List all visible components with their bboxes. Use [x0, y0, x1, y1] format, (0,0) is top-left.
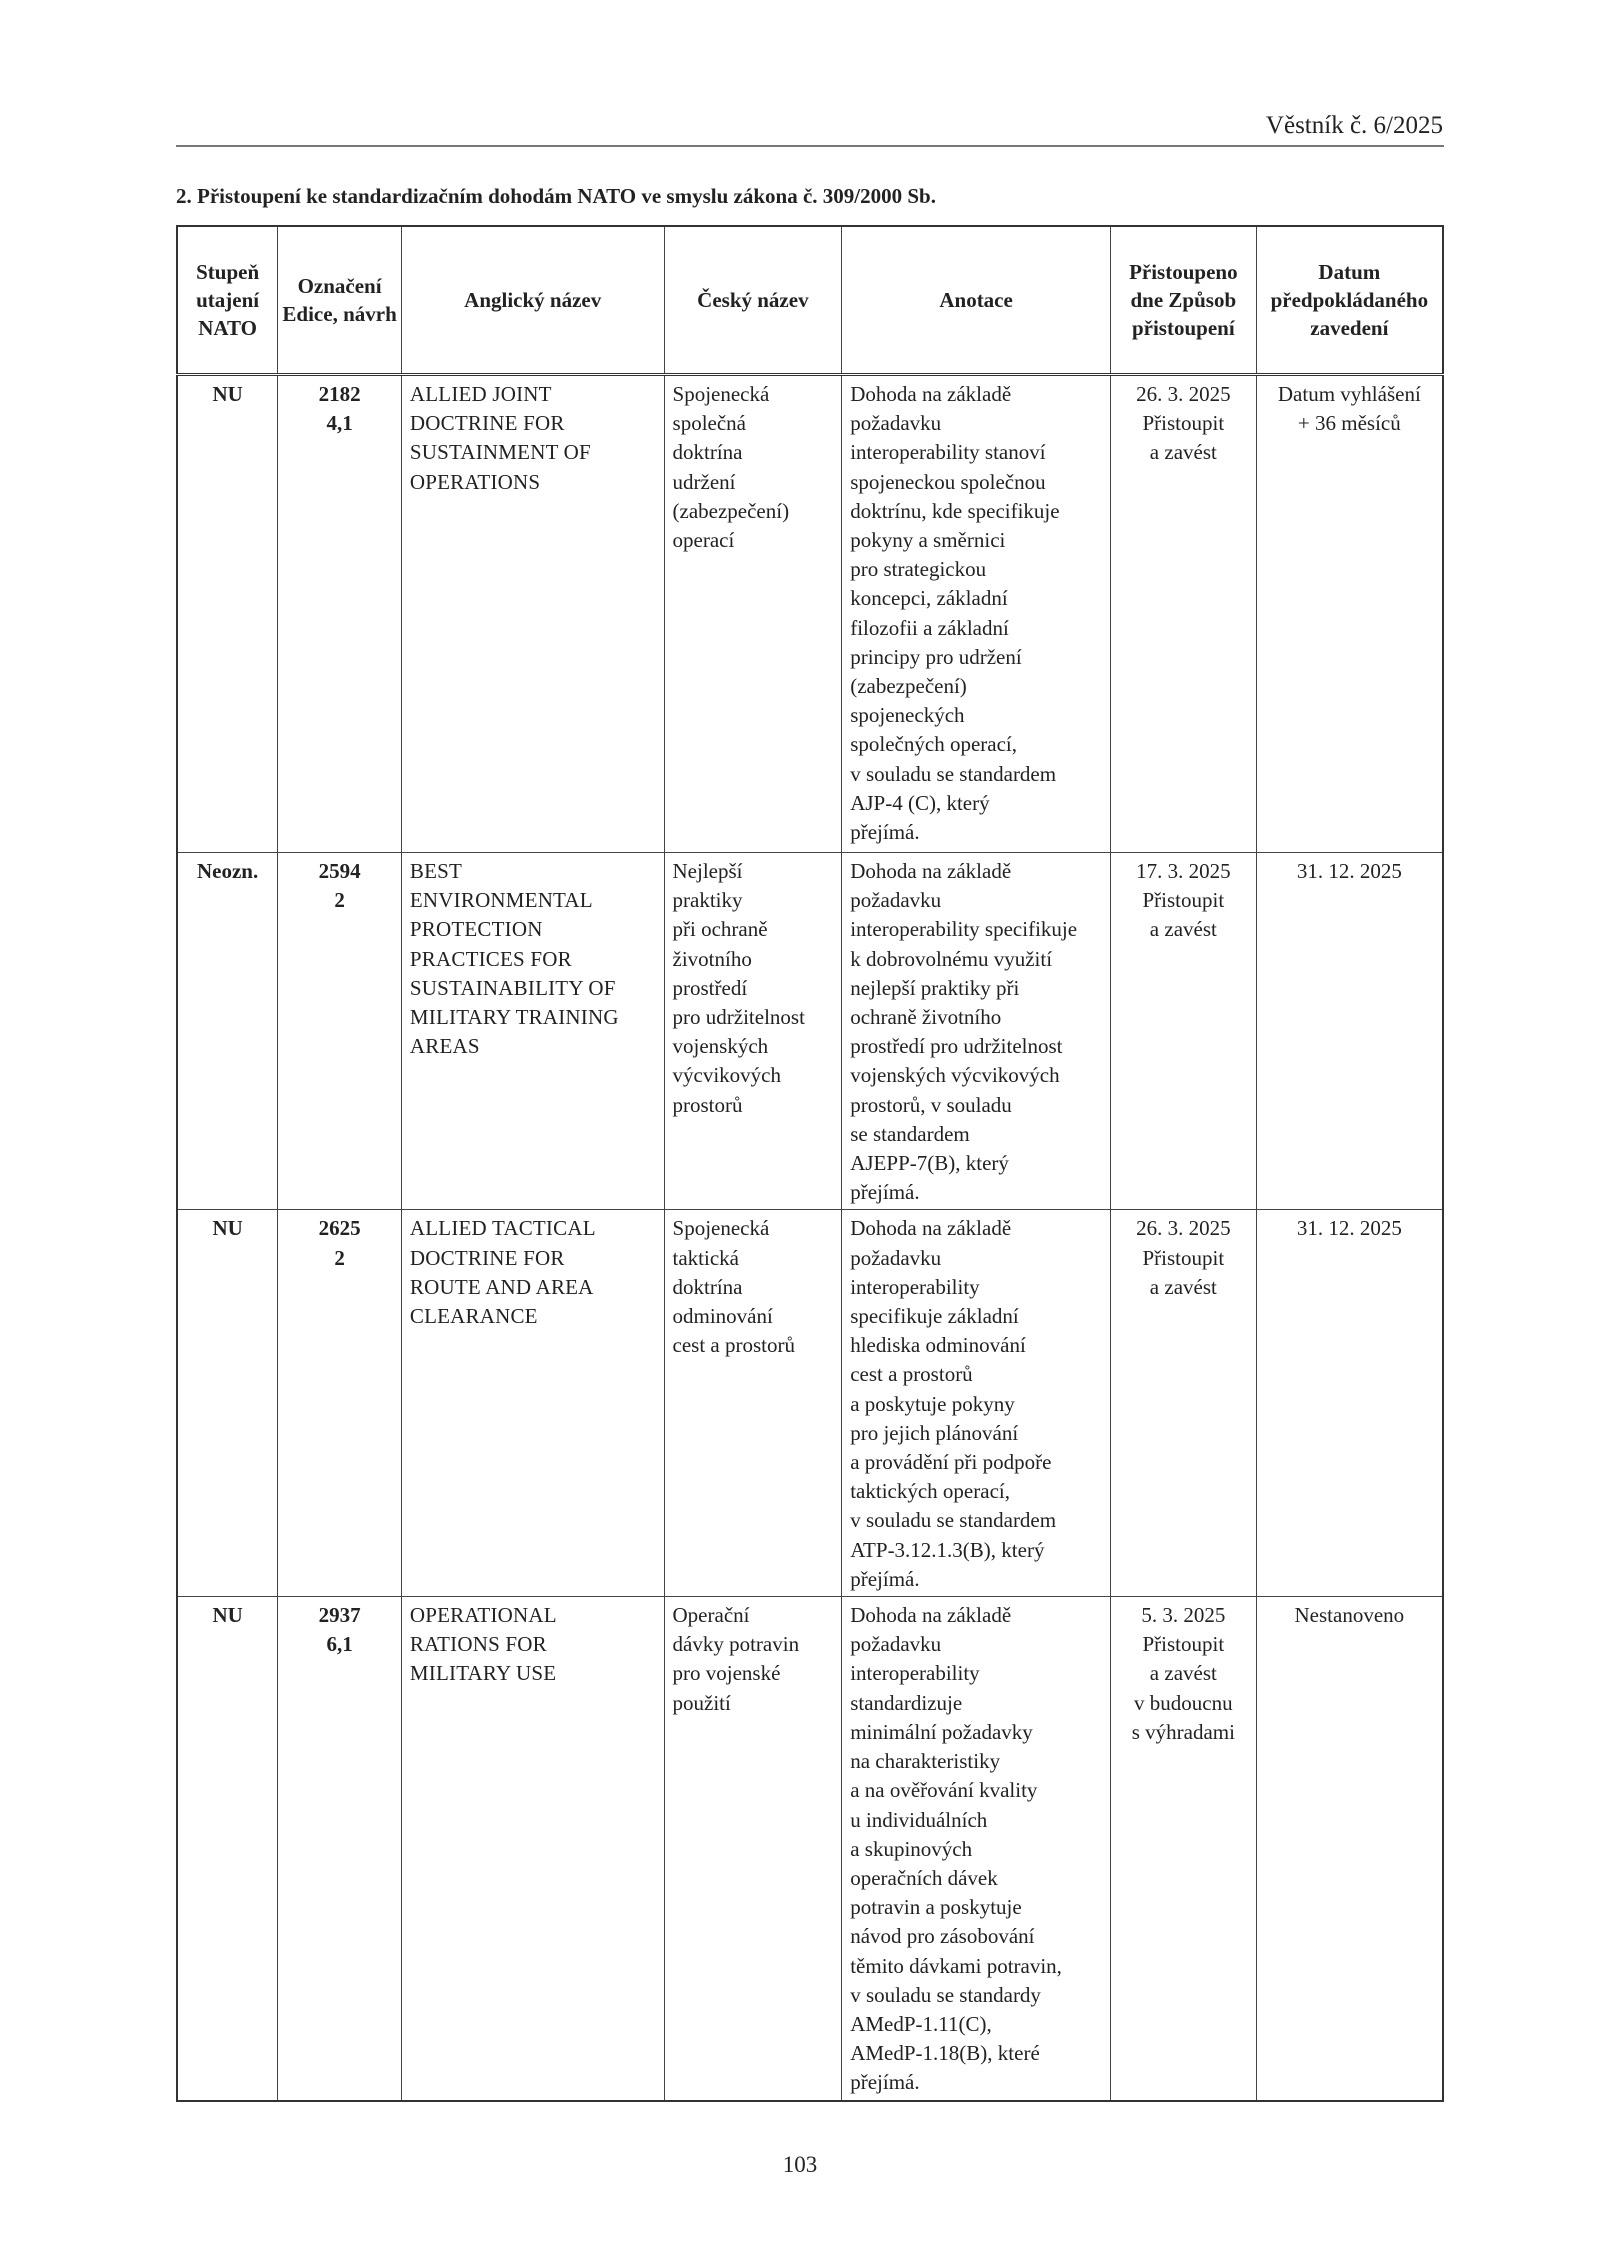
annotation-cell-line: v souladu se standardem — [850, 761, 1057, 786]
annotation-cell-line: interoperability stanoví — [850, 440, 1046, 465]
accession-cell-line: a zavést — [1149, 1661, 1217, 1686]
designation-cell — [278, 1210, 402, 1597]
annotation-cell-line: požadavku — [850, 1632, 942, 1657]
annotation-cell — [842, 375, 1111, 853]
annotation-cell-line: u individuálních — [850, 1807, 988, 1832]
designation-cell — [278, 853, 402, 1210]
annotation-cell-line: přejímá. — [850, 2070, 920, 2095]
annotation-cell-line: na charakteristiky — [850, 1749, 1001, 1774]
accession-cell-line: Přistoupit — [1142, 411, 1225, 436]
table-row — [177, 375, 1443, 853]
annotation-cell-line: Dohoda na základě — [850, 1216, 1012, 1241]
annotation-cell-line: k dobrovolnému využití — [850, 946, 1053, 971]
annotation-cell-line: operačních dávek — [850, 1865, 998, 1890]
annotation-cell — [842, 1597, 1111, 2101]
designation-cell-line: 2 — [334, 888, 345, 913]
annotation-cell-line: (zabezpečení) — [850, 674, 967, 699]
accession-cell-line: s výhradami — [1131, 1719, 1235, 1744]
designation-cell — [278, 1597, 402, 2101]
english-title-cell — [401, 375, 664, 853]
stanag-table — [176, 225, 1444, 2102]
czech-title-cell-line: prostorů — [672, 1092, 743, 1117]
czech-title-cell-line: cest a prostorů — [672, 1333, 795, 1358]
annotation-cell-line: AMedP-1.11(C), — [850, 2011, 992, 2036]
classification-cell — [177, 853, 278, 1210]
annotation-cell-line: se standardem — [850, 1121, 970, 1146]
annotation-cell-line: a na ověřování kvality — [850, 1778, 1038, 1803]
english-title-cell-line: PROTECTION — [409, 917, 543, 942]
annotation-cell-line: a skupinových — [850, 1836, 973, 1861]
annotation-cell-line: v souladu se standardy — [850, 1982, 1041, 2007]
annotation-cell-line: pro strategickou — [850, 557, 987, 582]
english-title-cell-line: DOCTRINE FOR — [409, 411, 565, 436]
table-row — [177, 1597, 1443, 2101]
accession-cell-line: 26. 3. 2025 — [1136, 1216, 1231, 1241]
english-title-cell-line: SUSTAINABILITY OF — [409, 975, 616, 1000]
accession-cell — [1110, 1210, 1256, 1597]
accession-cell-line: 5. 3. 2025 — [1141, 1603, 1226, 1628]
annotation-cell-line: minimální požadavky — [850, 1719, 1033, 1744]
publication-header: Věstník č. 6/2025 — [1265, 112, 1443, 139]
czech-title-cell-line: Nejlepší — [672, 859, 743, 883]
implementation-cell-line: 31. 12. 2025 — [1296, 1216, 1402, 1241]
col-annotation: Anotace — [842, 226, 1111, 375]
czech-title-cell-line: Operační — [672, 1603, 750, 1628]
annotation-cell-line: prostředí pro udržitelnost — [850, 1034, 1063, 1059]
annotation-cell-line: Dohoda na základě — [850, 859, 1012, 883]
annotation-cell-line: specifikuje základní — [850, 1304, 1019, 1329]
czech-title-cell-line: pro udržitelnost — [672, 1005, 805, 1030]
english-title-cell-line: ROUTE AND AREA — [409, 1274, 594, 1299]
annotation-cell-line: pokyny a směrnici — [850, 528, 1006, 553]
english-title-cell-line: OPERATIONAL — [409, 1603, 557, 1628]
english-title-cell-line: BEST — [409, 859, 463, 883]
annotation-cell-line: pro jejich plánování — [850, 1420, 1019, 1445]
table-header-row — [177, 226, 1443, 375]
annotation-cell-line: cest a prostorů — [850, 1362, 973, 1387]
czech-title-cell-line: použití — [672, 1690, 731, 1715]
annotation-cell-line: přejímá. — [850, 1566, 920, 1591]
annotation-cell-line: přejímá. — [850, 1180, 920, 1205]
czech-title-cell-line: dávky potravin — [672, 1632, 800, 1657]
annotation-cell-line: ochraně životního — [850, 1005, 1002, 1030]
accession-cell — [1110, 1597, 1256, 2101]
designation-cell-line: 6,1 — [326, 1632, 353, 1657]
annotation-cell-line: AJEPP-7(B), který — [850, 1151, 1009, 1176]
accession-cell-line: Přistoupit — [1142, 888, 1225, 913]
english-title-cell-line: MILITARY USE — [409, 1661, 557, 1686]
col-implementation: Datum předpokládaného zavedení — [1256, 226, 1443, 375]
classification-cell-line: NU — [212, 1603, 243, 1628]
table-row — [177, 1210, 1443, 1597]
annotation-cell-line: těmito dávkami potravin, — [850, 1953, 1062, 1978]
implementation-cell — [1256, 375, 1443, 853]
accession-cell — [1110, 375, 1256, 853]
header-divider — [176, 145, 1444, 147]
implementation-cell — [1256, 1210, 1443, 1597]
annotation-cell-line: taktických operací, — [850, 1479, 1010, 1504]
czech-title-cell-line: praktiky — [672, 888, 743, 913]
annotation-cell-line: návod pro zásobování — [850, 1924, 1035, 1949]
czech-title-cell — [664, 1210, 842, 1597]
czech-title-cell — [664, 853, 842, 1210]
czech-title-cell-line: (zabezpečení) — [672, 498, 790, 523]
czech-title-cell-line: doktrína — [672, 440, 743, 465]
czech-title-cell-line: společná — [672, 411, 746, 436]
classification-cell — [177, 1597, 278, 2101]
annotation-cell-line: filozofii a základní — [850, 615, 1009, 640]
english-title-cell-line: MILITARY TRAINING — [409, 1005, 619, 1030]
col-czech-title: Český název — [664, 226, 842, 375]
english-title-cell-line: ALLIED TACTICAL — [409, 1216, 596, 1241]
annotation-cell-line: a provádění při podpoře — [850, 1450, 1052, 1475]
annotation-cell-line: principy pro udržení — [850, 644, 1022, 669]
czech-title-cell-line: udržení — [672, 469, 736, 494]
annotation-cell-line: potravin a poskytuje — [850, 1895, 1022, 1920]
annotation-cell-line: požadavku — [850, 411, 942, 436]
czech-title-cell-line: vojenských — [672, 1034, 769, 1059]
designation-cell — [278, 375, 402, 853]
accession-cell-line: a zavést — [1149, 1274, 1217, 1299]
accession-cell-line: 17. 3. 2025 — [1136, 859, 1231, 883]
annotation-cell-line: interoperability — [850, 1661, 980, 1686]
czech-title-cell-line: výcvikových — [672, 1063, 781, 1088]
annotation-cell-line: nejlepší praktiky při — [850, 975, 1020, 1000]
implementation-cell — [1256, 853, 1443, 1210]
czech-title-cell-line: Spojenecká — [672, 1216, 770, 1241]
section-title: 2. Přistoupení ke standardizačním dohodám NATO ve smyslu zákona č. 309/2000 Sb. — [176, 184, 936, 208]
english-title-cell-line: OPERATIONS — [409, 469, 541, 494]
annotation-cell-line: spojeneckou společnou — [850, 469, 1046, 494]
implementation-cell — [1256, 1597, 1443, 2101]
classification-cell-line: NU — [212, 1216, 243, 1241]
designation-cell-line: 2937 — [318, 1603, 361, 1628]
czech-title-cell — [664, 375, 842, 853]
annotation-cell-line: ATP-3.12.1.3(B), který — [850, 1537, 1045, 1562]
english-title-cell — [401, 1597, 664, 2101]
annotation-cell-line: Dohoda na základě — [850, 382, 1012, 406]
accession-cell-line: v budoucnu — [1134, 1690, 1233, 1715]
czech-title-cell — [664, 1597, 842, 2101]
annotation-cell-line: hlediska odminování — [850, 1333, 1026, 1358]
designation-cell-line: 2594 — [318, 859, 361, 883]
english-title-cell — [401, 1210, 664, 1597]
annotation-cell-line: společných operací, — [850, 732, 1017, 757]
english-title-cell-line: CLEARANCE — [409, 1304, 538, 1329]
classification-cell — [177, 1210, 278, 1597]
designation-cell-line: 2 — [334, 1245, 345, 1270]
annotation-cell — [842, 853, 1111, 1210]
annotation-cell-line: Dohoda na základě — [850, 1603, 1012, 1628]
english-title-cell-line: AREAS — [409, 1034, 480, 1059]
designation-cell-line: 2182 — [318, 382, 361, 406]
annotation-cell-line: standardizuje — [850, 1690, 963, 1715]
czech-title-cell-line: operací — [672, 528, 735, 553]
annotation-cell-line: AMedP-1.18(B), které — [850, 2041, 1040, 2066]
classification-cell-line: NU — [212, 382, 243, 406]
annotation-cell-line: interoperability specifikuje — [850, 917, 1078, 942]
col-accession: Přistoupeno dne Způsob přistoupení — [1110, 226, 1256, 375]
designation-cell-line: 4,1 — [326, 411, 353, 436]
table-row — [177, 853, 1443, 1210]
annotation-cell-line: AJP-4 (C), který — [850, 790, 990, 815]
accession-cell-line: a zavést — [1149, 917, 1217, 942]
annotation-cell-line: požadavku — [850, 1245, 942, 1270]
col-classification: Stupeň utajení NATO — [177, 226, 278, 375]
czech-title-cell-line: doktrína — [672, 1274, 743, 1299]
accession-cell — [1110, 853, 1256, 1210]
english-title-cell-line: ENVIRONMENTAL — [409, 888, 593, 913]
implementation-cell-line: Nestanoveno — [1294, 1603, 1405, 1628]
annotation-cell-line: vojenských výcvikových — [850, 1063, 1060, 1088]
annotation-cell-line: prostorů, v souladu — [850, 1092, 1012, 1117]
annotation-cell-line: spojeneckých — [850, 703, 965, 728]
implementation-cell-line: 31. 12. 2025 — [1296, 859, 1402, 883]
english-title-cell-line: DOCTRINE FOR — [409, 1245, 565, 1270]
annotation-cell-line: přejímá. — [850, 820, 920, 845]
annotation-cell-line: požadavku — [850, 888, 942, 913]
annotation-cell — [842, 1210, 1111, 1597]
implementation-cell-line: Datum vyhlášení — [1277, 382, 1421, 406]
czech-title-cell-line: Spojenecká — [672, 382, 770, 406]
czech-title-cell-line: odminování — [672, 1304, 773, 1329]
annotation-cell-line: interoperability — [850, 1274, 980, 1299]
accession-cell-line: a zavést — [1149, 440, 1217, 465]
czech-title-cell-line: prostředí — [672, 975, 748, 1000]
english-title-cell-line: SUSTAINMENT OF — [409, 440, 591, 465]
english-title-cell-line: RATIONS FOR — [409, 1632, 547, 1657]
designation-cell-line: 2625 — [318, 1216, 361, 1241]
classification-cell — [177, 375, 278, 853]
czech-title-cell-line: životního — [672, 946, 752, 971]
page-number: 103 — [782, 2152, 818, 2177]
english-title-cell-line: ALLIED JOINT — [409, 382, 552, 406]
annotation-cell-line: koncepci, základní — [850, 586, 1008, 611]
classification-cell-line: Neozn. — [197, 859, 259, 883]
annotation-cell-line: a poskytuje pokyny — [850, 1391, 1015, 1416]
czech-title-cell-line: taktická — [672, 1245, 739, 1270]
accession-cell-line: 26. 3. 2025 — [1136, 382, 1231, 406]
czech-title-cell-line: pro vojenské — [672, 1661, 781, 1686]
col-english-title: Anglický název — [401, 226, 664, 375]
col-designation: Označení Edice, návrh — [278, 226, 402, 375]
annotation-cell-line: doktrínu, kde specifikuje — [850, 498, 1060, 523]
implementation-cell-line: + 36 měsíců — [1297, 411, 1401, 436]
english-title-cell-line: PRACTICES FOR — [409, 946, 572, 971]
english-title-cell — [401, 853, 664, 1210]
accession-cell-line: Přistoupit — [1142, 1632, 1225, 1657]
czech-title-cell-line: při ochraně — [672, 917, 768, 942]
annotation-cell-line: v souladu se standardem — [850, 1508, 1057, 1533]
accession-cell-line: Přistoupit — [1142, 1245, 1225, 1270]
